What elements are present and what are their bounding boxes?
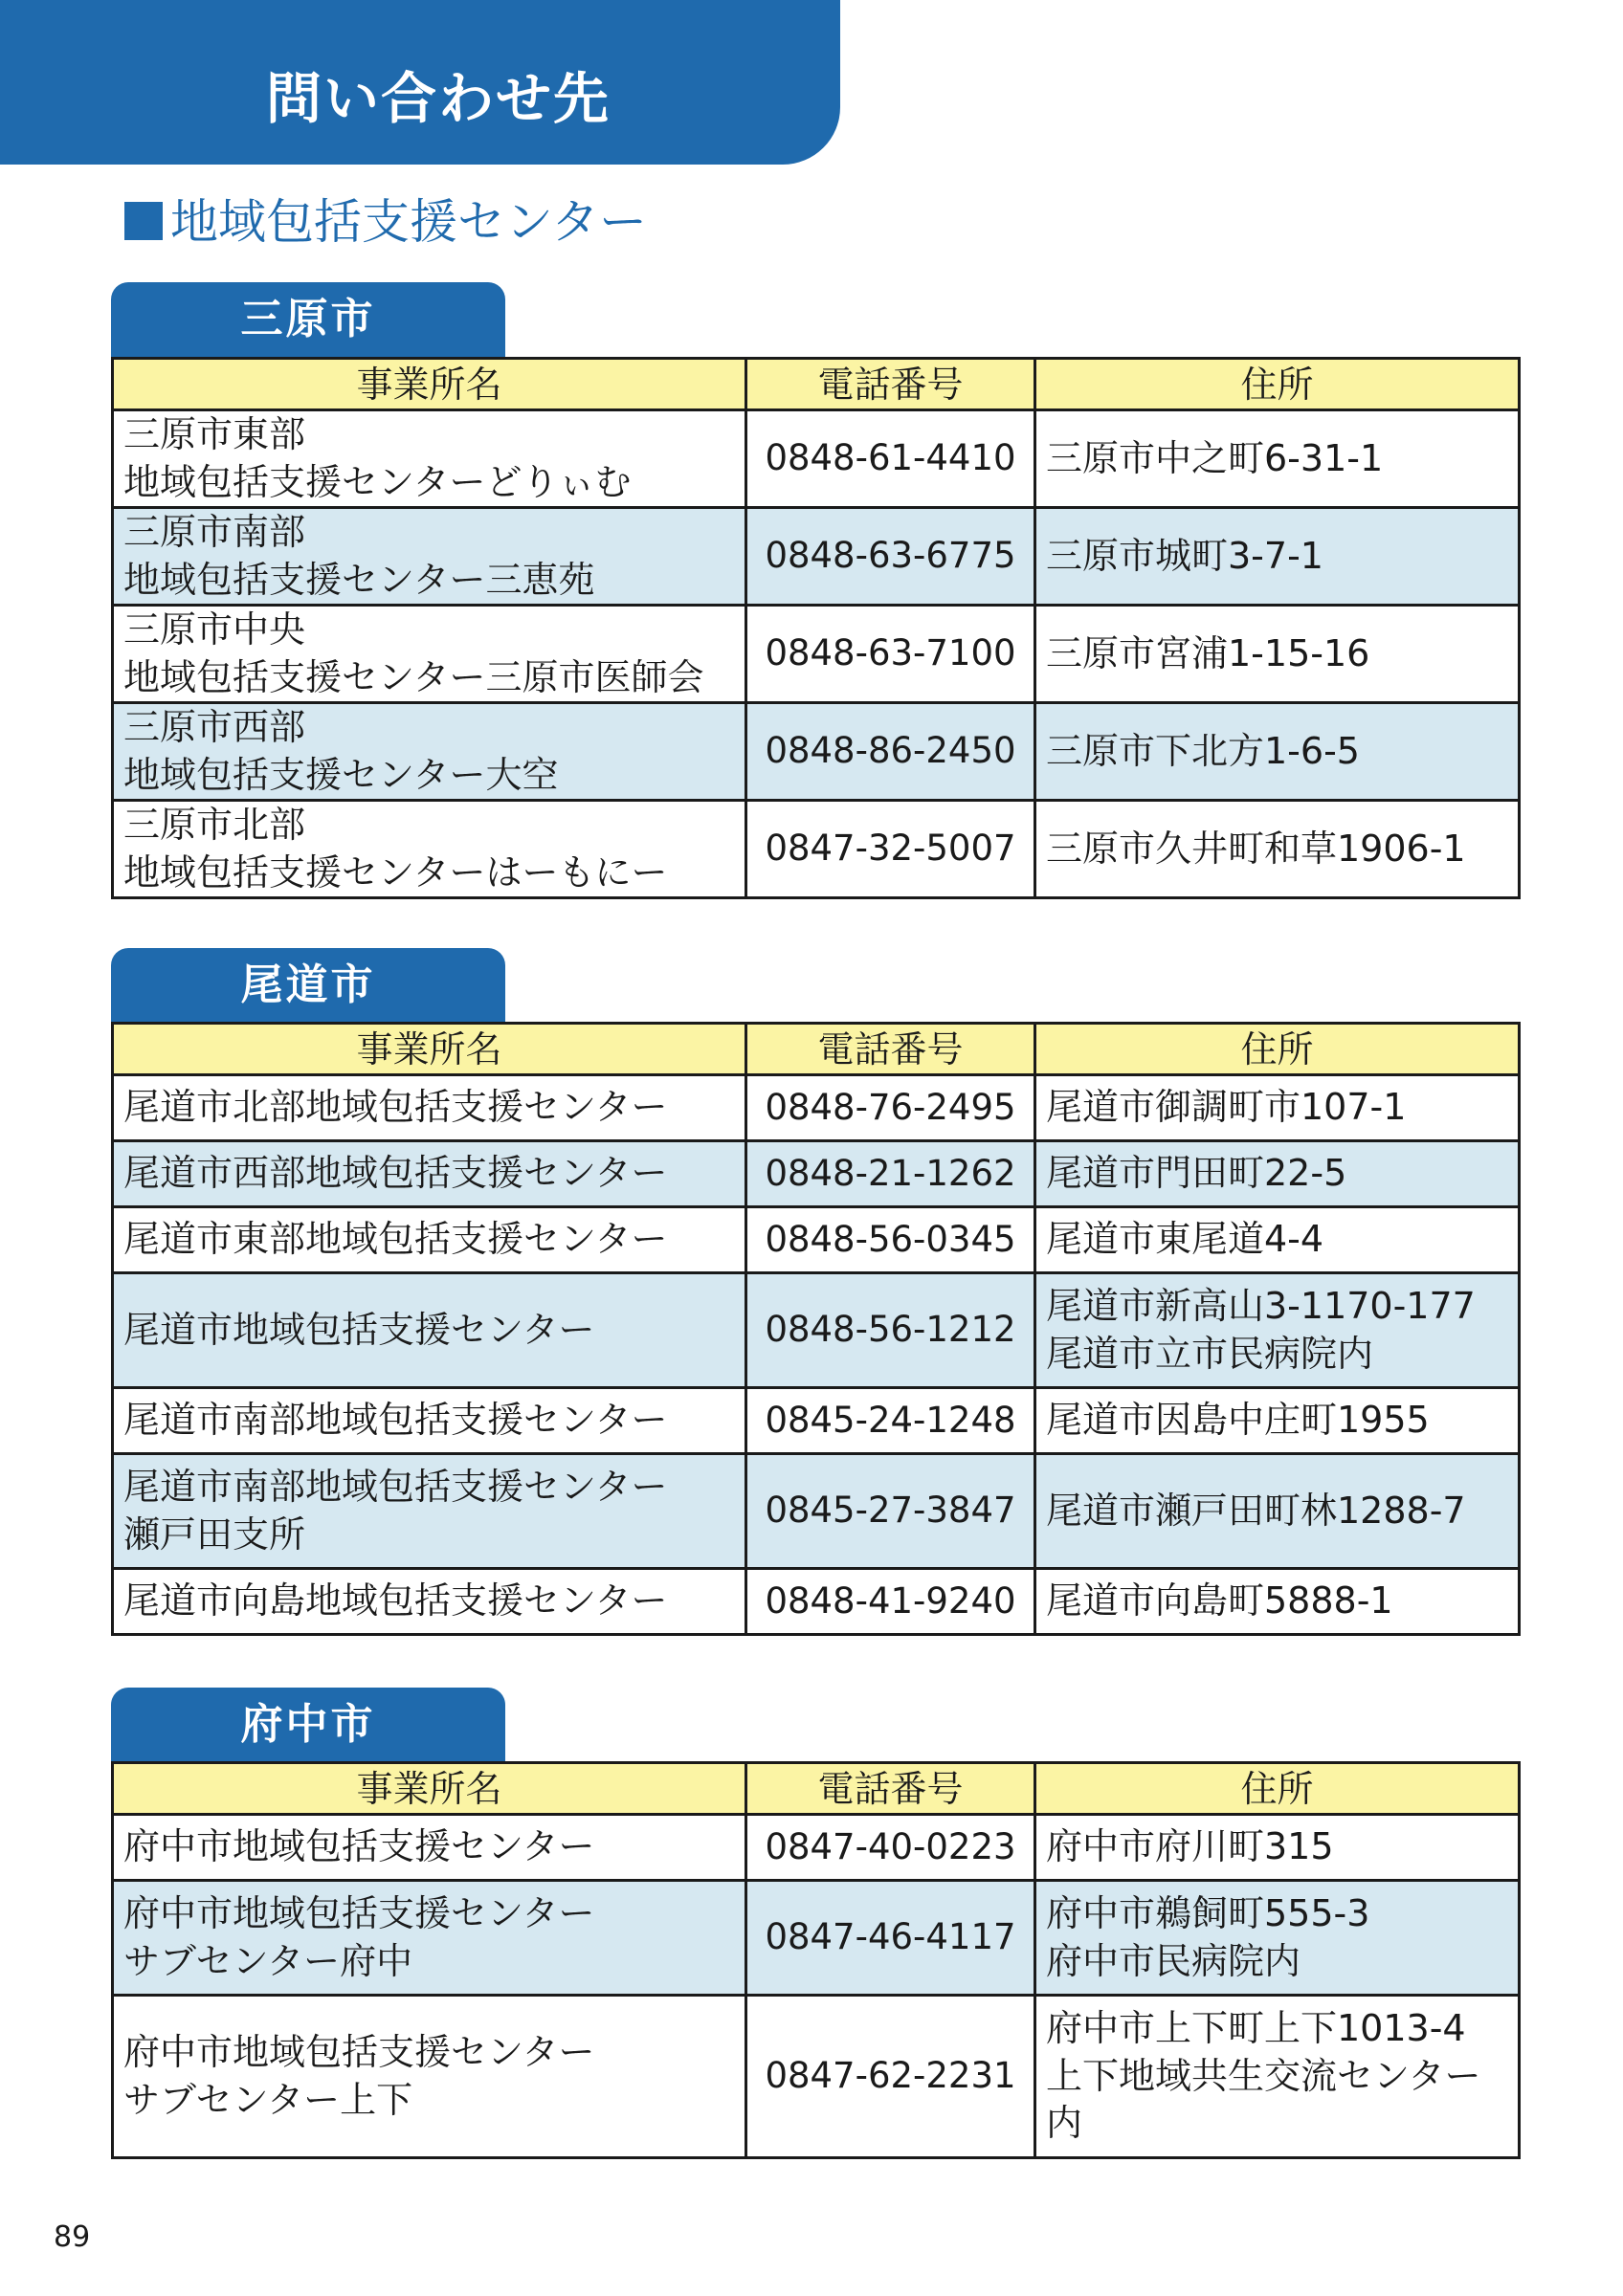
office-name-cell — [113, 1569, 746, 1635]
address-line: 府中市鵜飼町555-3 — [1046, 1892, 1370, 1935]
table-row — [113, 801, 1520, 898]
column-header-address: 住所 — [1035, 1763, 1520, 1815]
office-name-line: 三原市中央 — [123, 608, 306, 651]
address-line: 三原市城町3-7-1 — [1046, 534, 1323, 577]
phone-number-cell: 0845-24-1248 — [746, 1388, 1035, 1454]
office-name-cell — [113, 1273, 746, 1388]
address-cell — [1035, 1881, 1520, 1996]
column-header-tel: 電話番号 — [746, 359, 1035, 410]
address-cell — [1035, 508, 1520, 606]
phone-number-cell: 0848-41-9240 — [746, 1569, 1035, 1635]
address-cell — [1035, 1207, 1520, 1273]
office-name-line: サブセンター府中 — [123, 1939, 413, 1982]
office-name-line: 尾道市南部地域包括支援センター — [123, 1399, 668, 1442]
office-name-cell — [113, 508, 746, 606]
office-name-cell — [113, 410, 746, 508]
office-name-line: 地域包括支援センターどりぃむ — [123, 460, 632, 503]
table-header-row — [113, 1024, 1520, 1075]
address-cell — [1035, 1815, 1520, 1881]
city-tab-mihara: 三原市 — [111, 282, 505, 357]
city-table-fuchu — [111, 1761, 1521, 2159]
phone-number-cell: 0848-63-7100 — [746, 606, 1035, 703]
office-name-line: 三原市東部 — [123, 413, 306, 456]
table-row — [113, 508, 1520, 606]
table-row — [113, 1569, 1520, 1635]
city-tab-fuchu: 府中市 — [111, 1688, 505, 1762]
office-name-line: 地域包括支援センターはーもにー — [123, 850, 668, 894]
office-name-cell — [113, 801, 746, 898]
address-line: 上下地域共生交流センター — [1046, 2054, 1481, 2097]
address-line: 府中市府川町315 — [1046, 1825, 1334, 1868]
address-line: 尾道市立市民病院内 — [1046, 1332, 1374, 1375]
phone-number-cell: 0847-62-2231 — [746, 1996, 1035, 2158]
page-number: 89 — [54, 2220, 91, 2254]
phone-number-cell: 0847-40-0223 — [746, 1815, 1035, 1881]
office-name-cell — [113, 1075, 746, 1141]
address-line: 三原市下北方1-6-5 — [1046, 729, 1360, 772]
city-tab-onomichi: 尾道市 — [111, 948, 505, 1023]
office-name-cell — [113, 606, 746, 703]
office-name-line: 地域包括支援センター三恵苑 — [123, 558, 595, 601]
phone-number-cell: 0848-76-2495 — [746, 1075, 1035, 1141]
city-table-mihara — [111, 357, 1521, 899]
table-header-row — [113, 1763, 1520, 1815]
address-line: 尾道市因島中庄町1955 — [1046, 1399, 1430, 1442]
office-name-cell — [113, 1454, 746, 1569]
office-name-line: 地域包括支援センター三原市医師会 — [123, 655, 704, 698]
office-name-line: 尾道市向島地域包括支援センター — [123, 1579, 668, 1623]
address-cell — [1035, 1075, 1520, 1141]
table-row — [113, 1388, 1520, 1454]
address-cell — [1035, 801, 1520, 898]
office-name-line: 尾道市東部地域包括支援センター — [123, 1218, 668, 1261]
office-name-line: 瀬戸田支所 — [123, 1512, 306, 1556]
address-line: 内 — [1046, 2102, 1083, 2145]
office-name-line: 府中市地域包括支援センター — [123, 1825, 595, 1868]
address-cell — [1035, 1273, 1520, 1388]
phone-number-cell: 0848-56-1212 — [746, 1273, 1035, 1388]
address-line: 尾道市東尾道4-4 — [1046, 1218, 1324, 1261]
office-name-cell — [113, 1141, 746, 1207]
city-table-onomichi — [111, 1022, 1521, 1636]
office-name-cell — [113, 703, 746, 801]
column-header-tel: 電話番号 — [746, 1024, 1035, 1075]
table-row — [113, 1141, 1520, 1207]
table-row — [113, 410, 1520, 508]
address-line: 三原市宮浦1-15-16 — [1046, 631, 1370, 674]
address-line: 尾道市向島町5888-1 — [1046, 1579, 1393, 1623]
section-heading — [124, 194, 647, 250]
address-cell — [1035, 703, 1520, 801]
address-line: 尾道市門田町22-5 — [1046, 1152, 1347, 1195]
address-cell — [1035, 410, 1520, 508]
square-bullet-icon — [124, 202, 163, 240]
office-name-cell — [113, 1388, 746, 1454]
office-name-line: 府中市地域包括支援センター — [123, 2031, 595, 2074]
office-name-line: 尾道市西部地域包括支援センター — [123, 1152, 668, 1195]
address-cell — [1035, 1141, 1520, 1207]
phone-number-cell: 0848-63-6775 — [746, 508, 1035, 606]
office-name-cell — [113, 1815, 746, 1881]
office-name-line: 三原市北部 — [123, 804, 306, 847]
phone-number-cell: 0848-21-1262 — [746, 1141, 1035, 1207]
office-name-cell — [113, 1881, 746, 1996]
office-name-line: 三原市西部 — [123, 706, 306, 749]
table-row — [113, 1454, 1520, 1569]
address-line: 尾道市御調町市107-1 — [1046, 1086, 1407, 1129]
office-name-line: 府中市地域包括支援センター — [123, 1892, 595, 1935]
office-name-line: サブセンター上下 — [123, 2078, 413, 2121]
table-row — [113, 1207, 1520, 1273]
address-line: 府中市上下町上下1013-4 — [1046, 2007, 1466, 2050]
table-row — [113, 606, 1520, 703]
table-header-row — [113, 359, 1520, 410]
table-row — [113, 1815, 1520, 1881]
address-cell — [1035, 1388, 1520, 1454]
office-name-cell — [113, 1207, 746, 1273]
office-name-line: 尾道市北部地域包括支援センター — [123, 1086, 668, 1129]
office-name-line: 三原市南部 — [123, 511, 306, 554]
address-line: 三原市中之町6-31-1 — [1046, 436, 1384, 479]
address-cell — [1035, 606, 1520, 703]
table-row — [113, 1881, 1520, 1996]
office-name-line: 地域包括支援センター大空 — [123, 753, 559, 796]
phone-number-cell: 0847-46-4117 — [746, 1881, 1035, 1996]
table-row — [113, 1075, 1520, 1141]
address-line: 三原市久井町和草1906-1 — [1046, 827, 1466, 870]
column-header-name: 事業所名 — [113, 1024, 746, 1075]
column-header-address: 住所 — [1035, 1024, 1520, 1075]
office-name-cell — [113, 1996, 746, 2158]
phone-number-cell: 0847-32-5007 — [746, 801, 1035, 898]
page-title: 問い合わせ先 — [266, 66, 611, 131]
column-header-tel: 電話番号 — [746, 1763, 1035, 1815]
phone-number-cell: 0848-86-2450 — [746, 703, 1035, 801]
address-line: 尾道市瀬戸田町林1288-7 — [1046, 1489, 1466, 1532]
address-line: 尾道市新高山3-1170-177 — [1046, 1285, 1476, 1328]
phone-number-cell: 0848-56-0345 — [746, 1207, 1035, 1273]
phone-number-cell: 0848-61-4410 — [746, 410, 1035, 508]
table-row — [113, 703, 1520, 801]
address-line: 府中市民病院内 — [1046, 1939, 1301, 1982]
column-header-name: 事業所名 — [113, 359, 746, 410]
address-cell — [1035, 1454, 1520, 1569]
office-name-line: 尾道市地域包括支援センター — [123, 1308, 595, 1351]
column-header-name: 事業所名 — [113, 1763, 746, 1815]
table-row — [113, 1996, 1520, 2158]
table-row — [113, 1273, 1520, 1388]
section-heading-text: 地域包括支援センター — [170, 194, 647, 250]
column-header-address: 住所 — [1035, 359, 1520, 410]
office-name-line: 尾道市南部地域包括支援センター — [123, 1466, 668, 1509]
address-cell — [1035, 1569, 1520, 1635]
address-cell — [1035, 1996, 1520, 2158]
phone-number-cell: 0845-27-3847 — [746, 1454, 1035, 1569]
